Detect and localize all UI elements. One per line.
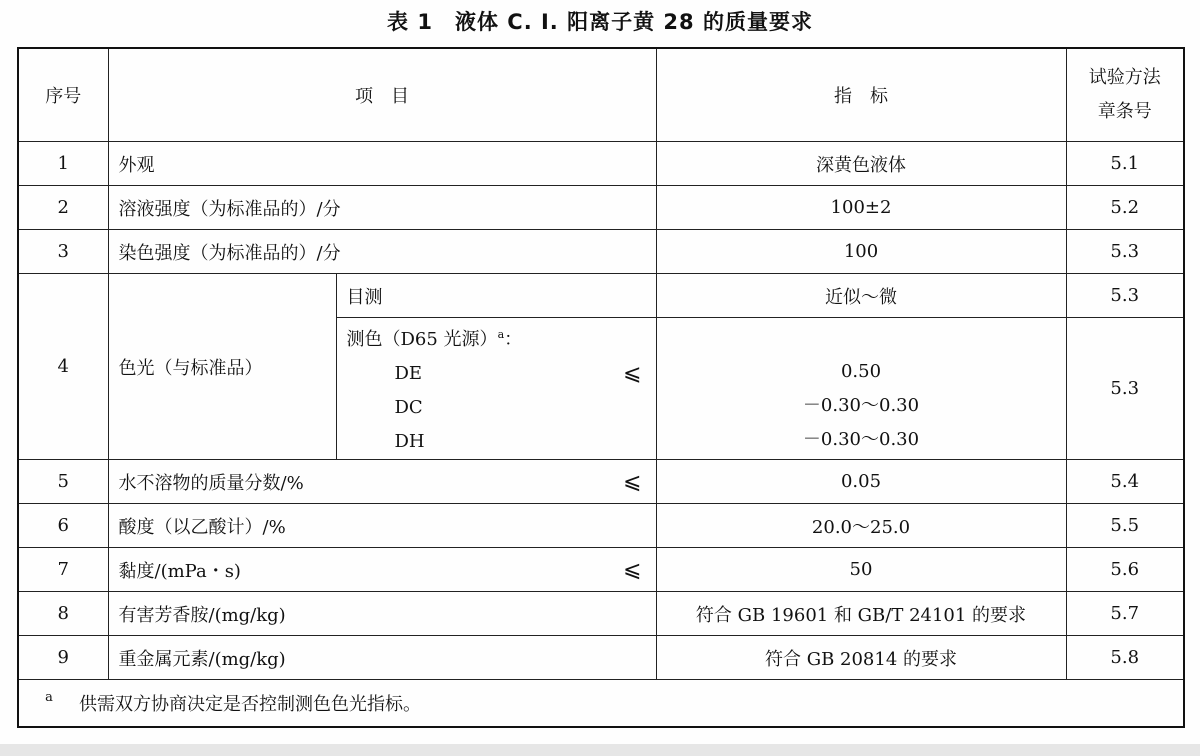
row-spec: 100±2 xyxy=(656,186,1066,230)
table-row xyxy=(18,504,1184,548)
row-method: 5.7 xyxy=(1066,592,1184,636)
table-row xyxy=(18,636,1184,680)
de-value: 0.50 xyxy=(840,360,882,382)
row-spec: 符合 GB 20814 的要求 xyxy=(656,636,1066,680)
table-row xyxy=(18,460,1184,504)
row-seq: 5 xyxy=(18,460,108,504)
table-title-text: 液体 C. I. 阳离子黄 28 的质量要求 xyxy=(454,10,813,34)
lte-symbol: ⩽ xyxy=(623,557,642,582)
table-number: 表 1 xyxy=(387,10,433,34)
row-spec: 深黄色液体 xyxy=(656,142,1066,186)
row-spec: 0.05 xyxy=(656,460,1066,504)
sub-method-visual: 5.3 xyxy=(1066,274,1184,318)
table-row xyxy=(18,592,1184,636)
row-item: 水不溶物的质量分数/% ⩽ xyxy=(108,460,656,504)
row-item: 酸度（以乙酸计）/% xyxy=(108,504,656,548)
row-method: 5.3 xyxy=(1066,230,1184,274)
sub-spec-visual: 近似～微 xyxy=(656,274,1066,318)
row-item: 重金属元素/(mg/kg) xyxy=(108,636,656,680)
row-seq: 9 xyxy=(18,636,108,680)
table-row xyxy=(18,548,1184,592)
sub-item-instrumental xyxy=(336,318,656,460)
row-spec: 100 xyxy=(656,230,1066,274)
header-method xyxy=(1066,48,1184,142)
header-item: 项 目 xyxy=(108,48,656,142)
row-item: 溶液强度（为标准品的）/分 xyxy=(108,186,656,230)
row-seq: 4 xyxy=(18,274,108,460)
table-row xyxy=(18,230,1184,274)
footnote-text: 供需双方协商决定是否控制测色色光指标。 xyxy=(79,694,421,715)
dc-label: DC xyxy=(394,397,423,418)
row-spec: 50 xyxy=(656,548,1066,592)
row-method: 5.8 xyxy=(1066,636,1184,680)
row-method: 5.4 xyxy=(1066,460,1184,504)
header-row xyxy=(18,48,1184,142)
footnote xyxy=(18,680,1184,728)
dh-label: DH xyxy=(394,431,425,452)
row-seq: 6 xyxy=(18,504,108,548)
row-seq: 1 xyxy=(18,142,108,186)
row-spec: 符合 GB 19601 和 GB/T 24101 的要求 xyxy=(656,592,1066,636)
row-item: 染色强度（为标准品的）/分 xyxy=(108,230,656,274)
header-spec: 指 标 xyxy=(656,48,1066,142)
footnote-mark: a xyxy=(45,690,53,705)
header-method-line2: 章条号 xyxy=(1097,101,1152,122)
instrumental-label-suffix: ： xyxy=(504,329,523,350)
row-method: 5.6 xyxy=(1066,548,1184,592)
dh-value: －0.30～0.30 xyxy=(802,428,920,450)
lte-symbol: ⩽ xyxy=(623,469,642,494)
row-seq: 3 xyxy=(18,230,108,274)
table-row xyxy=(18,186,1184,230)
table-title xyxy=(0,6,1200,36)
de-label: DE ⩽ xyxy=(347,357,646,391)
row-item: 黏度/(mPa・s) ⩽ xyxy=(108,548,656,592)
row-item: 有害芳香胺/(mg/kg) xyxy=(108,592,656,636)
dc-value: －0.30～0.30 xyxy=(802,394,920,416)
header-method-line1: 试验方法 xyxy=(1088,67,1161,88)
instrumental-label: 测色（D65 光源） xyxy=(346,329,498,350)
footnote-row xyxy=(18,680,1184,728)
table-row xyxy=(18,142,1184,186)
row-seq: 7 xyxy=(18,548,108,592)
sub-spec-instrumental xyxy=(656,318,1066,460)
row-item: 外观 xyxy=(108,142,656,186)
quality-requirements-table xyxy=(17,47,1185,728)
row-method: 5.2 xyxy=(1066,186,1184,230)
sub-method-instrumental: 5.3 xyxy=(1066,318,1184,460)
row-seq: 2 xyxy=(18,186,108,230)
lte-symbol: ⩽ xyxy=(623,361,642,386)
row-method: 5.1 xyxy=(1066,142,1184,186)
row-seq: 8 xyxy=(18,592,108,636)
footnote-mark: a xyxy=(497,328,505,341)
row-method: 5.5 xyxy=(1066,504,1184,548)
sub-item-visual: 目测 xyxy=(336,274,656,318)
instrumental-label-line xyxy=(347,318,646,357)
table-row xyxy=(18,274,1184,318)
row-item: 色光（与标准品） xyxy=(108,274,336,460)
header-seq: 序号 xyxy=(18,48,108,142)
bottom-scroll-area xyxy=(0,744,1200,756)
row-spec: 20.0～25.0 xyxy=(656,504,1066,548)
